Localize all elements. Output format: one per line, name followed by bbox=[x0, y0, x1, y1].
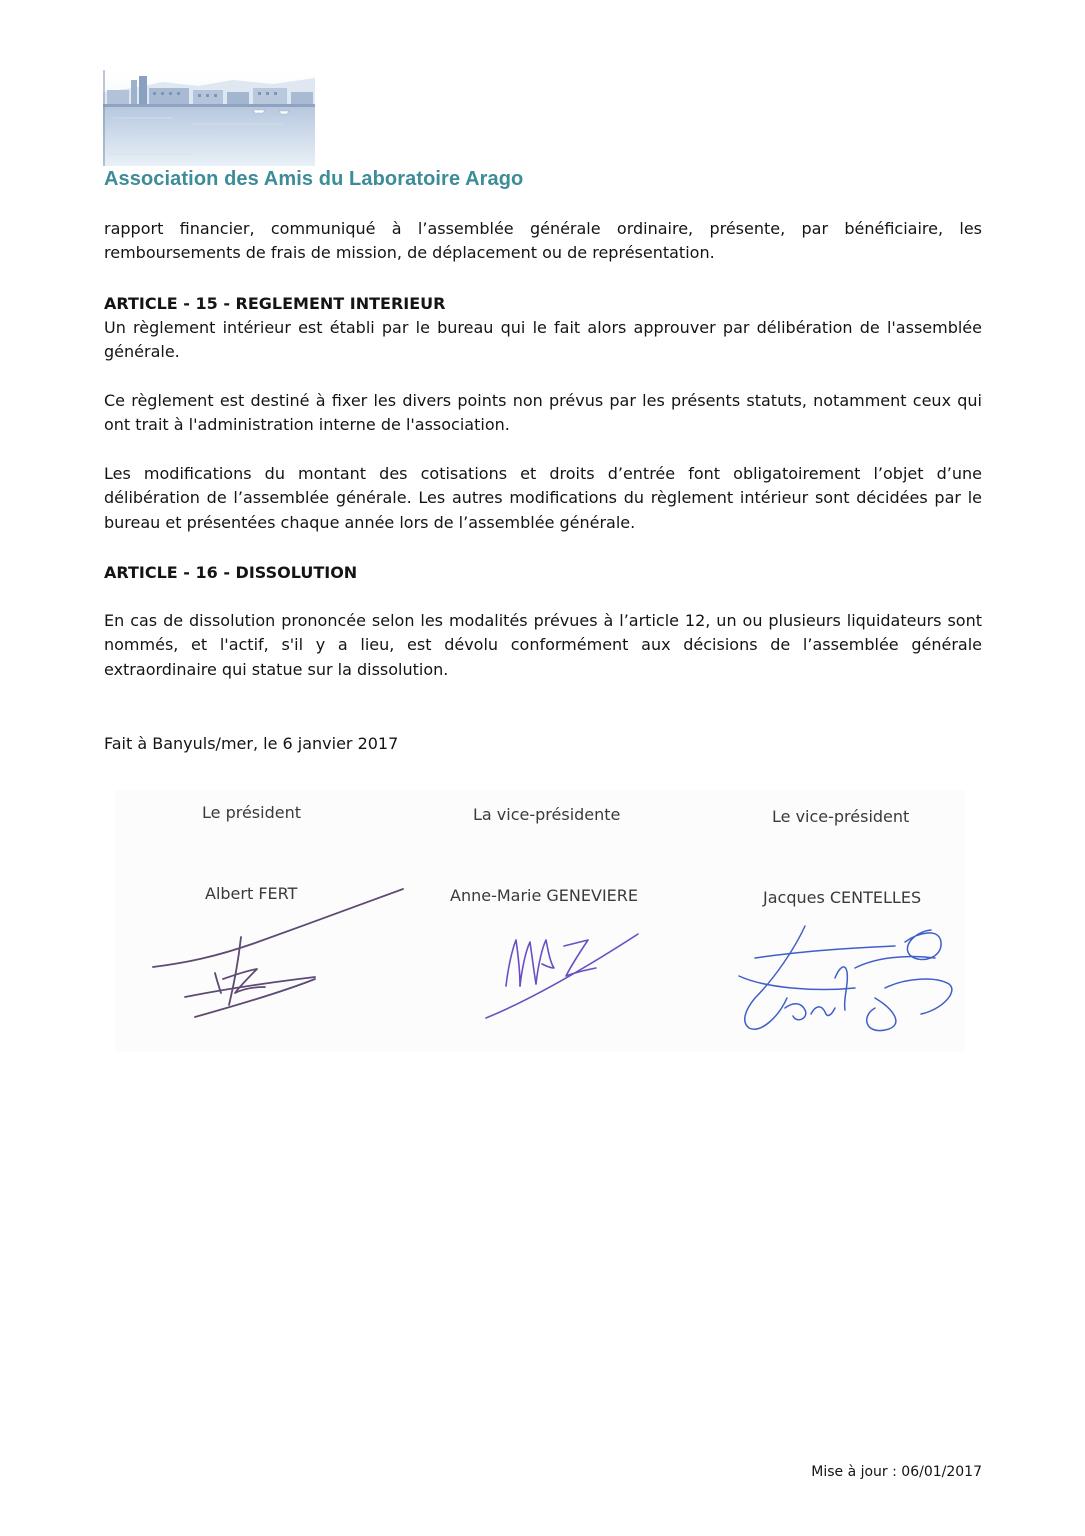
signature-name-vice-president: Jacques CENTELLES bbox=[763, 888, 922, 907]
handwritten-signature-anne-marie-geneviere bbox=[480, 928, 645, 1028]
article-16-heading: ARTICLE - 16 - DISSOLUTION bbox=[104, 563, 358, 582]
article-16-paragraph-1: En cas de dissolution prononcée selon les modalités prévues à l’article 12, un ou plusieurs liquidateurs sont nommés, et l'actif, s'il y a lieu, est dévolu conformément aux décisions de l’assemblée générale extraordinaire qui statue sur la dissolution. bbox=[104, 611, 982, 679]
intro-paragraph: rapport financier, communiqué à l’assemblée générale ordinaire, présente, par bénéficiaire, les remboursements de frais de mission, de déplacement ou de représentation. bbox=[104, 219, 982, 263]
logo-illustration bbox=[103, 70, 315, 166]
signature-role-vice-presidente: La vice-présidente bbox=[473, 805, 621, 824]
article-15-paragraph-2: Ce règlement est destiné à fixer les divers points non prévus par les présents statuts, notamment ceux qui ont trait à l'administration interne de l'association. bbox=[104, 391, 982, 435]
signature-name-president: Albert FERT bbox=[205, 884, 298, 903]
article-15-paragraph-3: Les modifications du montant des cotisations et droits d’entrée font obligatoirement l’objet d’une délibération de l’assemblée générale. Les autres modifications du règlement intérieur sont décidées par le bureau et présentées chaque année lors de l’assemblée générale. bbox=[104, 464, 982, 532]
handwritten-signature-jacques-centelles bbox=[735, 918, 960, 1043]
organization-name: Association des Amis du Laboratoire Arago bbox=[104, 168, 524, 190]
handwritten-signature-albert-fert bbox=[145, 885, 415, 1030]
signature-role-vice-president: Le vice-président bbox=[772, 807, 910, 826]
footer-update-date: Mise à jour : 06/01/2017 bbox=[811, 1464, 982, 1480]
article-15-heading: ARTICLE - 15 - REGLEMENT INTERIEUR bbox=[104, 294, 446, 313]
signature-name-vice-presidente: Anne-Marie GENEVIERE bbox=[450, 886, 638, 905]
article-15-paragraph-1: Un règlement intérieur est établi par le bureau qui le fait alors approuver par délibération de l'assemblée générale. bbox=[104, 318, 982, 362]
place-date: Fait à Banyuls/mer, le 6 janvier 2017 bbox=[104, 734, 399, 753]
harbor-landscape-logo bbox=[103, 70, 315, 166]
signature-role-president: Le président bbox=[202, 803, 301, 822]
